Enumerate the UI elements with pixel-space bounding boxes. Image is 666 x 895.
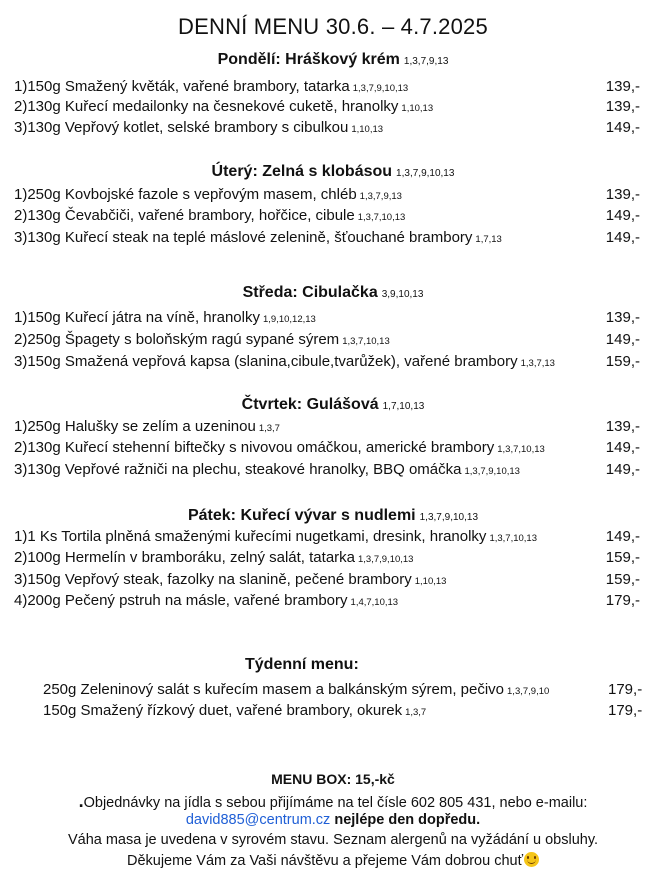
menu-item: 3)150g Vepřový steak, fazolky na slanině, pečené brambory 1,10,13 159,- [14, 571, 640, 588]
price: 139,- [605, 309, 640, 326]
price: 179,- [608, 702, 643, 719]
day-heading-monday: Pondělí: Hráškový krém 1,3,7,9,13 [217, 51, 449, 68]
menu-item: 2)100g Hermelín v bramboráku, zelný salát, tatarka 1,3,7,9,10,13 159,- [14, 549, 640, 566]
allergens: 1,3,7,9,13 [403, 56, 449, 67]
menu-item: 1)1 Ks Tortila plněná smaženými kuřecími nugetkami, dresink, hranolky 1,3,7,10,13 149,- [14, 528, 640, 545]
day-heading-tuesday: Úterý: Zelná s klobásou 1,3,7,9,10,13 [211, 163, 455, 180]
menu-item: 4)200g Pečený pstruh na másle, vařené brambory 1,4,7,10,13 179,- [14, 592, 640, 609]
menu-item: 1)250g Halušky se zelím a uzeninou 1,3,7 139,- [14, 418, 640, 435]
menu-item: 2)130g Čevabčiči, vařené brambory, hořčice, cibule 1,3,7,10,13 149,- [14, 207, 640, 224]
order-note: .Objednávky na jídla s sebou přijímáme na tel čísle 602 805 431, nebo e-mailu: [78, 791, 588, 811]
price: 159,- [605, 353, 640, 370]
menu-item: 3)130g Vepřový kotlet, selské brambory s cibulkou 1,10,13 149,- [14, 119, 640, 136]
weekly-menu-heading: Týdenní menu: [245, 656, 359, 673]
price: 139,- [605, 98, 640, 115]
menu-item: 1)150g Kuřecí játra na víně, hranolky 1,9,10,12,13 139,- [14, 309, 640, 326]
menu-title: DENNÍ MENU 30.6. – 4.7.2025 [178, 14, 488, 39]
allergens: 3,9,10,13 [381, 289, 424, 300]
price: 149,- [605, 461, 640, 478]
menu-item: 1)250g Kovbojské fazole s vepřovým masem, chléb 1,3,7,9,13 139,- [14, 186, 640, 203]
day-heading-friday: Pátek: Kuřecí vývar s nudlemi 1,3,7,9,10,13 [187, 507, 479, 524]
price: 139,- [605, 78, 640, 95]
price: 149,- [605, 528, 640, 545]
email-line: david885@centrum.cz nejlépe den dopředu. [185, 812, 481, 828]
weight-note: Váha masa je uvedena v syrovém stavu. Seznam alergenů na vyžádání u obsluhy. [67, 832, 599, 848]
price: 149,- [605, 331, 640, 348]
menu-item: 2)250g Špagety s boloňským ragú sypané sýrem 1,3,7,10,13 149,- [14, 331, 640, 348]
price: 159,- [605, 571, 640, 588]
price: 149,- [605, 229, 640, 246]
price: 179,- [605, 592, 640, 609]
menu-item: 3)130g Vepřové ražniči na plechu, steakové hranolky, BBQ omáčka 1,3,7,9,10,13 149,- [14, 461, 640, 478]
price: 149,- [605, 439, 640, 456]
price: 179,- [608, 681, 643, 698]
price: 139,- [605, 418, 640, 435]
menu-item: 1)150g Smažený květák, vařené brambory, tatarka 1,3,7,9,10,13 139,- [14, 78, 640, 95]
price: 139,- [605, 186, 640, 203]
allergens: 1,7,10,13 [382, 401, 425, 412]
allergens: 1,3,7,9,10,13 [419, 512, 479, 523]
menu-item: 3)150g Smažená vepřová kapsa (slanina,cibule,tvarůžek), vařené brambory 1,3,7,13 159,- [14, 353, 640, 370]
menu-item: 3)130g Kuřecí steak na teplé máslové zelenině, šťouchané brambory 1,7,13 149,- [14, 229, 640, 246]
allergens: 1,3,7,9,10,13 [396, 168, 455, 179]
price: 149,- [605, 119, 640, 136]
day-heading-wednesday: Středa: Cibulačka 3,9,10,13 [242, 284, 424, 301]
price: 149,- [605, 207, 640, 224]
menu-box-note: MENU BOX: 15,-kč [271, 771, 395, 787]
weekly-item: 150g Smažený řízkový duet, vařené brambory, okurek 1,3,7 [43, 702, 427, 719]
menu-item: 2)130g Kuřecí medailonky na česnekové cuketě, hranolky 1,10,13 139,- [14, 98, 640, 115]
day-heading-thursday: Čtvrtek: Gulášová 1,7,10,13 [241, 396, 425, 413]
price: 159,- [605, 549, 640, 566]
email-link[interactable]: david885@centrum.cz [185, 812, 331, 828]
smiling-face-icon [524, 852, 539, 867]
thanks-note: Děkujeme Vám za Vaši návštěvu a přejeme Vám dobrou chuť [0, 852, 666, 869]
menu-item: 2)130g Kuřecí stehenní biftečky s nivovou omáčkou, americké brambory 1,3,7,10,13 149,- [14, 439, 640, 456]
weekly-item: 250g Zeleninový salát s kuřecím masem a balkánským sýrem, pečivo 1,3,7,9,10 [43, 681, 550, 698]
